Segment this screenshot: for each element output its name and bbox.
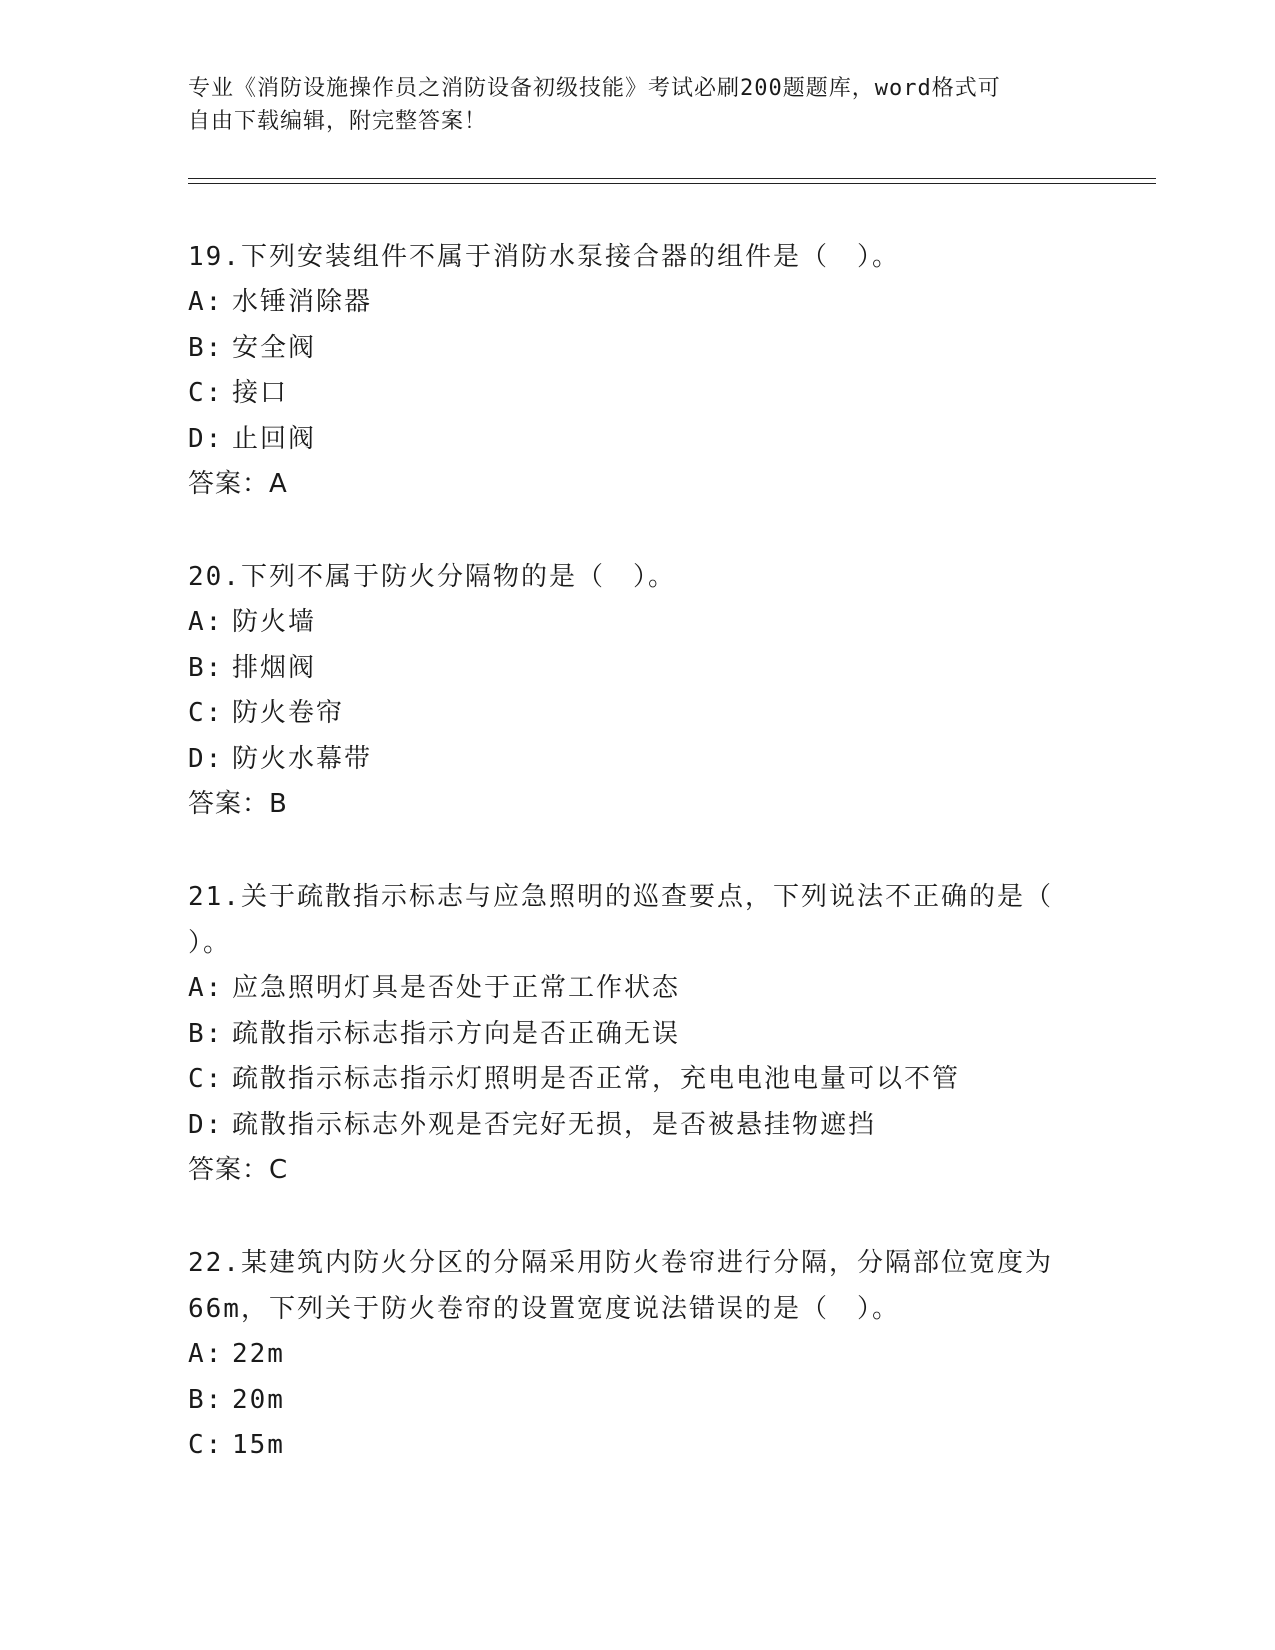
option-letter: B: [188, 1018, 224, 1049]
header-line-2: 自由下载编辑，附完整答案！ [188, 109, 488, 134]
question-stem: 19.下列安装组件不属于消防水泵接合器的组件是（ ）。 [188, 242, 900, 272]
option-text: 疏散指示标志指示灯照明是否正常，充电电池电量可以不管 [232, 1064, 961, 1094]
option-c [188, 1057, 1088, 1103]
option-letter: D: [188, 423, 224, 454]
option-letter: D: [188, 743, 224, 774]
option-a [188, 600, 1088, 646]
header-line-1: 专业《消防设施操作员之消防设备初级技能》考试必刷200题题库，word格式可 [188, 76, 1001, 101]
document-header [188, 72, 1088, 138]
option-letter: B: [188, 332, 224, 363]
option-letter: B: [188, 652, 224, 683]
question-19 [188, 234, 1088, 507]
option-text: 接口 [232, 378, 289, 408]
header-divider-top [188, 178, 1156, 179]
option-letter: C: [188, 698, 224, 728]
option-a [188, 1332, 1088, 1378]
option-letter: B: [188, 1384, 224, 1415]
option-text: 应急照明灯具是否处于正常工作状态 [232, 973, 681, 1003]
question-stem: 20.下列不属于防火分隔物的是（ ）。 [188, 562, 676, 592]
option-letter: C: [188, 1064, 224, 1094]
option-text: 安全阀 [232, 332, 317, 363]
option-letter: D: [188, 1109, 224, 1140]
answer-label: 答案：B [188, 789, 288, 819]
option-text: 15m [232, 1430, 285, 1460]
option-d [188, 417, 1088, 463]
answer-label: 答案：C [188, 1155, 289, 1185]
question-stem-continued: 66m，下列关于防火卷帘的设置宽度说法错误的是（ ）。 [188, 1294, 900, 1324]
option-letter: A: [188, 1339, 224, 1369]
option-letter: C: [188, 1430, 224, 1460]
option-a [188, 280, 1088, 326]
option-text: 水锤消除器 [232, 287, 373, 317]
option-c [188, 1423, 1088, 1469]
option-text: 20m [232, 1384, 285, 1415]
option-b [188, 1378, 1088, 1424]
option-letter: A: [188, 973, 224, 1003]
option-letter: C: [188, 378, 224, 408]
option-d [188, 1103, 1088, 1149]
option-b [188, 1012, 1088, 1058]
option-text: 止回阀 [232, 423, 317, 454]
option-b [188, 646, 1088, 692]
option-b [188, 326, 1088, 372]
question-stem-continued: ）。 [188, 928, 232, 958]
option-text: 防火水幕带 [232, 743, 373, 774]
option-text: 疏散指示标志指示方向是否正确无误 [232, 1018, 681, 1049]
question-22 [188, 1240, 1088, 1469]
option-text: 防火墙 [232, 607, 317, 637]
option-text: 疏散指示标志外观是否完好无损，是否被悬挂物遮挡 [232, 1109, 877, 1140]
question-stem: 21.关于疏散指示标志与应急照明的巡查要点，下列说法不正确的是（ [188, 882, 1053, 912]
question-20 [188, 554, 1088, 827]
option-text: 排烟阀 [232, 652, 317, 683]
option-letter: A: [188, 287, 224, 317]
option-text: 防火卷帘 [232, 698, 345, 728]
option-text: 22m [232, 1339, 285, 1369]
question-stem: 22.某建筑内防火分区的分隔采用防火卷帘进行分隔，分隔部位宽度为 [188, 1248, 1053, 1278]
option-c [188, 691, 1088, 737]
option-c [188, 371, 1088, 417]
header-divider-bottom [188, 183, 1156, 184]
option-a [188, 966, 1088, 1012]
question-21 [188, 874, 1088, 1193]
option-letter: A: [188, 607, 224, 637]
option-d [188, 737, 1088, 783]
answer-label: 答案：A [188, 469, 288, 499]
